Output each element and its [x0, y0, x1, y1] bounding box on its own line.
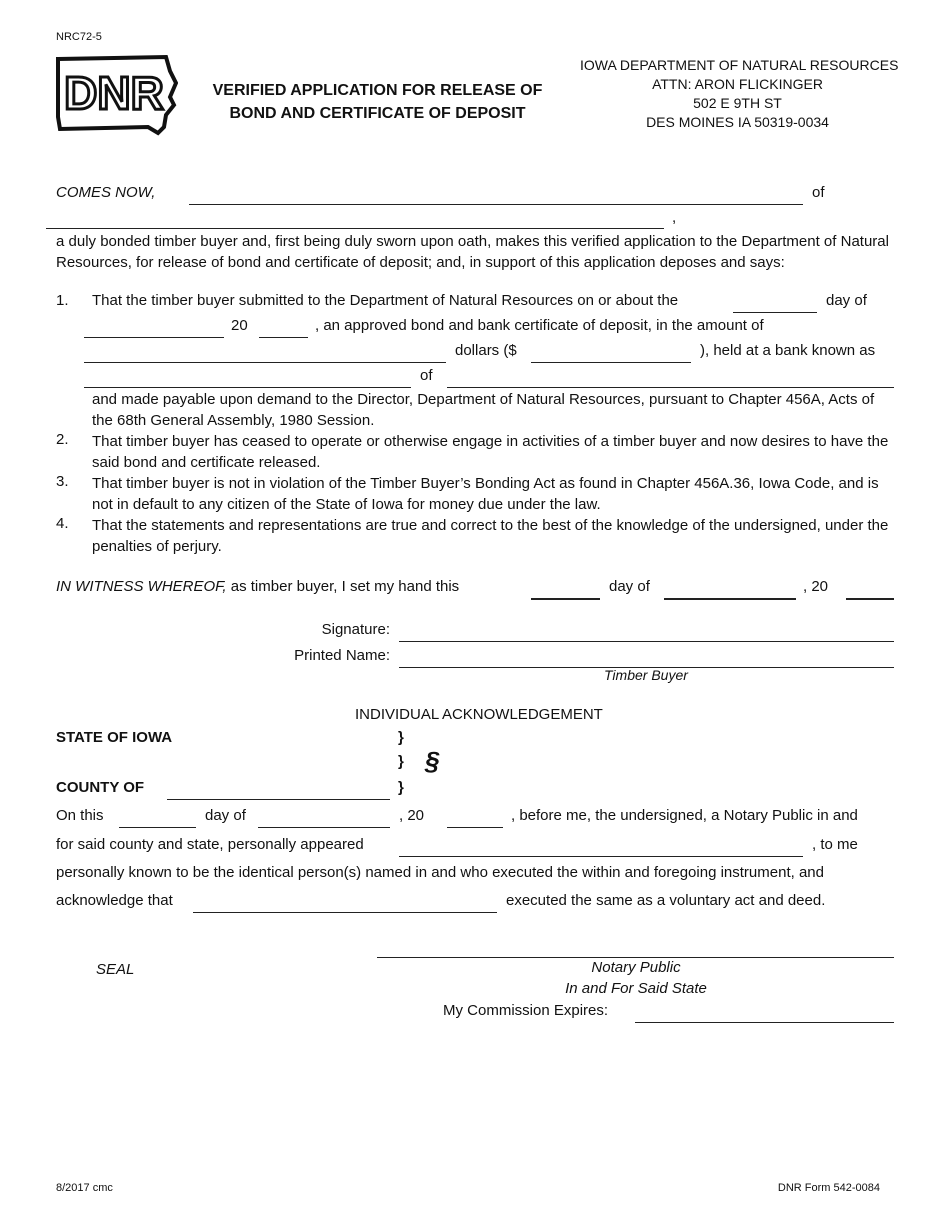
submission-month-field[interactable] — [84, 319, 224, 338]
notary-signature-line[interactable] — [377, 957, 894, 958]
acknowledge-that-label: acknowledge that — [56, 892, 173, 909]
item-3-text: That timber buyer is not in violation of the Timber Buyer’s Bonding Act as found in Chapter 456A.36, Iowa Code, and is not in default to any citizen of the State of Iowa for money due under the law. — [92, 475, 879, 513]
item-1-day-of: day of — [826, 292, 867, 309]
intro-paragraph: a duly bonded timber buyer and, first being duly sworn upon oath, makes this verified application to the Department of Natural Resources, for release of bond and certificate of deposit; and, in support of this application deposes and says: — [56, 233, 889, 271]
notary-public-caption: Notary Public — [591, 959, 681, 976]
form-title — [200, 79, 555, 125]
title-line-1: VERIFIED APPLICATION FOR RELEASE OF — [212, 82, 543, 99]
of-label: of — [812, 184, 825, 201]
brace-3: } — [398, 779, 404, 796]
for-said-text: for said county and state, personally appeared — [56, 836, 364, 853]
appeared-name-field[interactable] — [399, 838, 803, 857]
witness-statement — [56, 578, 459, 595]
submission-day-field[interactable] — [733, 294, 817, 313]
timber-buyer-caption: Timber Buyer — [604, 667, 688, 683]
witness-20: , 20 — [803, 578, 829, 595]
witness-month-field[interactable] — [664, 580, 796, 600]
item-1-amount-text: , an approved bond and bank certificate of deposit, in the amount of — [315, 317, 764, 334]
address-line-3: 502 E 9TH ST — [693, 95, 782, 111]
held-at-bank-label: ), held at a bank known as — [700, 342, 876, 359]
comma-label: , — [672, 209, 677, 226]
iowa-dnr-logo-icon — [54, 53, 178, 137]
amount-numeric-field[interactable] — [531, 344, 691, 363]
item-4-text: That the statements and representations are true and correct to the best of the knowledge of the undersigned, under the penalties of perjury. — [92, 517, 889, 555]
section-symbol: § — [425, 746, 440, 776]
amount-words-field[interactable] — [84, 344, 446, 363]
signature-label: Signature: — [321, 621, 390, 638]
before-me-text: , before me, the undersigned, a Notary Public in and — [511, 807, 858, 824]
submission-year-field[interactable] — [259, 319, 308, 338]
witness-day-of: day of — [609, 578, 650, 595]
witness-text: as timber buyer, I set my hand this — [230, 578, 460, 595]
brace-1: } — [398, 729, 404, 746]
item-1-20: 20 — [231, 317, 248, 334]
commission-expires-field[interactable] — [635, 1004, 894, 1023]
footer-form-number: DNR Form 542-0084 — [777, 1182, 880, 1194]
ack-day-field[interactable] — [119, 809, 196, 828]
brace-2: } — [398, 753, 404, 770]
logo-text: DNR — [64, 67, 164, 119]
executed-text: executed the same as a voluntary act and deed. — [506, 892, 826, 909]
applicant-name-field[interactable] — [189, 186, 803, 205]
witness-whereof: IN WITNESS WHEREOF, — [56, 578, 227, 595]
dnr-logo — [54, 53, 178, 137]
title-line-2: BOND AND CERTIFICATE OF DEPOSIT — [229, 105, 526, 122]
witness-year-field[interactable] — [846, 580, 894, 600]
item-2-text: That timber buyer has ceased to operate or otherwise engage in activities of a timber buyer and now desires to have the said bond and certificate released. — [92, 433, 889, 471]
state-label: STATE OF IOWA — [56, 729, 173, 746]
comes-now-label: COMES NOW, — [56, 184, 156, 201]
witness-day-field[interactable] — [531, 580, 600, 600]
bank-location-field[interactable] — [447, 369, 894, 388]
item-3-number: 3. — [56, 473, 69, 490]
printed-name-field[interactable] — [399, 649, 894, 668]
ack-20: , 20 — [399, 807, 425, 824]
printed-name-label: Printed Name: — [294, 647, 390, 664]
personally-known-text: personally known to be the identical person(s) named in and who executed the within and foregoing instrument, and — [56, 864, 824, 881]
ack-day-of: day of — [205, 807, 246, 824]
item-1-text: That the timber buyer submitted to the Department of Natural Resources on or about the — [92, 292, 679, 309]
address-line-4: DES MOINES IA 50319-0034 — [646, 114, 829, 130]
seal-label: SEAL — [96, 961, 135, 978]
item-1-continuation: and made payable upon demand to the Director, Department of Natural Resources, pursuant to Chapter 456A, Acts of the 68th General Assembly, 1980 Session. — [92, 391, 875, 429]
dnr-address — [580, 56, 899, 132]
signature-field[interactable] — [399, 623, 894, 642]
item-4-number: 4. — [56, 515, 69, 532]
bank-name-field[interactable] — [84, 369, 411, 388]
ack-year-field[interactable] — [447, 809, 503, 828]
ack-title: INDIVIDUAL ACKNOWLEDGEMENT — [355, 706, 603, 723]
address-line-2: ATTN: ARON FLICKINGER — [652, 76, 823, 92]
commission-label: My Commission Expires: — [443, 1002, 609, 1019]
applicant-address-field[interactable] — [46, 210, 664, 229]
ack-month-field[interactable] — [258, 809, 390, 828]
dollars-label: dollars ($ — [455, 342, 517, 359]
address-line-1: IOWA DEPARTMENT OF NATURAL RESOURCES — [580, 57, 899, 73]
acknowledged-name-field[interactable] — [193, 894, 497, 913]
item-1-number: 1. — [56, 292, 69, 309]
item-2-number: 2. — [56, 431, 69, 448]
bank-of-label: of — [420, 367, 433, 384]
county-label: COUNTY OF — [56, 779, 145, 796]
form-code: NRC72-5 — [56, 31, 102, 43]
county-field[interactable] — [167, 781, 390, 800]
on-this-label: On this — [56, 807, 104, 824]
footer-date: 8/2017 cmc — [56, 1182, 113, 1194]
in-and-for-caption: In and For Said State — [565, 980, 707, 997]
to-me-text: , to me — [812, 836, 858, 853]
